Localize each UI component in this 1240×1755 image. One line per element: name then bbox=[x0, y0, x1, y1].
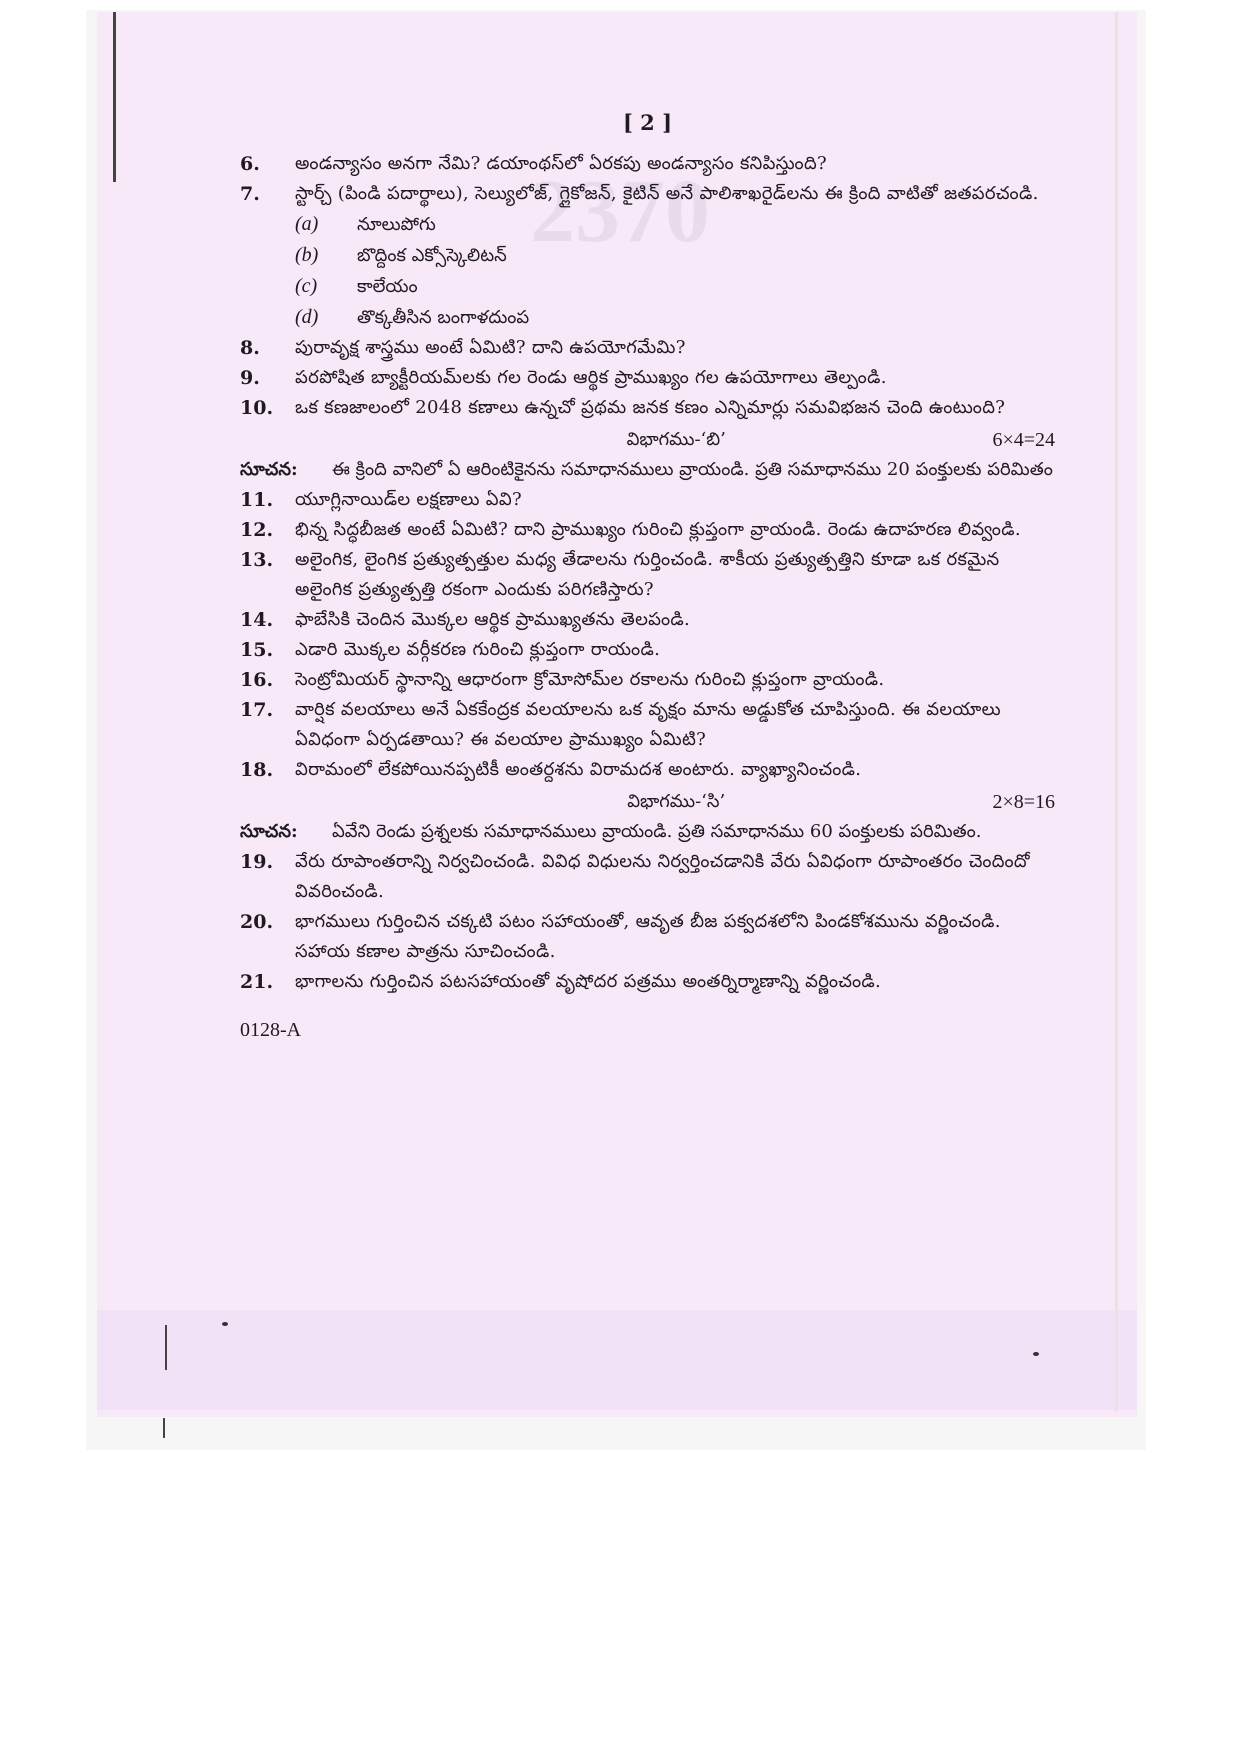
question-18 bbox=[240, 755, 1055, 785]
instruction-label: సూచన: bbox=[240, 821, 298, 842]
option-d bbox=[295, 302, 1055, 333]
question-number: 6. bbox=[240, 153, 260, 175]
scan-artifact-line bbox=[165, 1325, 167, 1370]
question-number: 13. bbox=[240, 549, 274, 571]
question-9 bbox=[240, 363, 1055, 393]
question-11 bbox=[240, 485, 1055, 515]
question-text: వార్షిక వలయాలు అనే ఏకకేంద్రక వలయాలను ఒక వృక్షం మాను అడ్డుకోత చూపిస్తుంది. ఈ వలయాలు ఏవిధంగా ఏర్పడతాయి? ఈ వలయాల ప్రాముఖ్యం ఏమిటి? bbox=[295, 699, 1001, 750]
instruction-text: ఈ క్రింది వానిలో ఏ ఆరింటికైనను సమాధానములు వ్రాయండి. ప్రతి సమాధానము 20 పంక్తులకు పరిమితం bbox=[332, 459, 1053, 480]
question-text: భాగములు గుర్తించిన చక్కటి పటం సహాయంతో, ఆవృత బీజ పక్వదశలోని పిండకోశమును వర్ణించండి. సహాయ కణాల పాత్రను సూచించండి. bbox=[295, 911, 1001, 962]
question-text: ఫాబేసికి చెందిన మొక్కల ఆర్థిక ప్రాముఖ్యతను తెలపండి. bbox=[295, 609, 691, 630]
option-label: (b) bbox=[295, 244, 319, 266]
scan-artifact-line bbox=[163, 1418, 165, 1438]
question-text: విరామంలో లేకపోయినప్పటికీ అంతర్దశను విరామదశ అంటారు. వ్యాఖ్యానించండి. bbox=[295, 759, 862, 780]
question-number: 20. bbox=[240, 911, 274, 933]
question-text: వేరు రూపాంతరాన్ని నిర్వచించండి. వివిధ విధులను నిర్వర్తించడానికి వేరు ఏవిధంగా రూపాంతరం చెందిందో వివరించండి. bbox=[295, 851, 1030, 902]
question-number: 11. bbox=[240, 489, 274, 511]
scan-speck bbox=[222, 1322, 228, 1326]
question-21 bbox=[240, 967, 1055, 997]
page-number: [ 2 ] bbox=[622, 110, 673, 135]
section-b-header bbox=[240, 425, 1055, 455]
question-number: 7. bbox=[240, 183, 260, 205]
option-b bbox=[295, 240, 1055, 271]
question-8 bbox=[240, 333, 1055, 363]
option-text: కాలేయం bbox=[357, 276, 418, 297]
question-text: అండన్యాసం అనగా నేమి? డయాంథస్‌లో ఏరకపు అండన్యాసం కనిపిస్తుంది? bbox=[295, 153, 827, 174]
question-text: స్టార్చ్ (పిండి పదార్థాలు), సెల్యులోజ్, గ్లైకోజన్, కైటిన్ అనే పాలిశాఖరైడ్‌లను ఈ క్రింది వాటితో జతపరచండి. bbox=[295, 183, 1039, 204]
option-label: (c) bbox=[295, 275, 318, 297]
option-text: బొద్దింక ఎక్సోస్కెలిటన్ bbox=[357, 245, 507, 266]
question-number: 15. bbox=[240, 639, 274, 661]
bleed-through-watermark: 2370 bbox=[530, 162, 710, 261]
question-text: భాగాలను గుర్తించిన పటసహాయంతో వృషోదర పత్రము అంతర్నిర్మాణాన్ని వర్ణించండి. bbox=[295, 971, 882, 992]
question-text: అలైంగిక, లైంగిక ప్రత్యుత్పత్తుల మధ్య తేడాలను గుర్తించండి. శాకీయ ప్రత్యుత్పత్తిని కూడా ఒక రకమైన అలైంగిక ప్రత్యుత్పత్తి రకంగా ఎందుకు పరిగణిస్తారు? bbox=[295, 549, 1000, 600]
question-number: 8. bbox=[240, 337, 260, 359]
question-number: 18. bbox=[240, 759, 274, 781]
question-number: 9. bbox=[240, 367, 260, 389]
question-text: ఒక కణజాలంలో 2048 కణాలు ఉన్నచో ప్రథమ జనక కణం ఎన్నిమార్లు సమవిభజన చెంది ఉంటుంది? bbox=[295, 397, 1006, 418]
question-text: పరపోషిత బ్యాక్టీరియమ్‌లకు గల రెండు ఆర్థిక ప్రాముఖ్యం గల ఉపయోగాలు తెల్పండి. bbox=[295, 367, 887, 388]
section-c-instruction bbox=[240, 817, 1055, 847]
question-13 bbox=[240, 545, 1055, 605]
question-number: 17. bbox=[240, 699, 274, 721]
question-10 bbox=[240, 393, 1055, 423]
option-label: (a) bbox=[295, 213, 319, 235]
question-14 bbox=[240, 605, 1055, 635]
question-paper-content bbox=[240, 110, 1055, 1042]
section-marks: 2×8=16 bbox=[992, 791, 1055, 813]
section-title: విభాగము-‘సి’ bbox=[627, 791, 726, 812]
option-text: నూలుపోగు bbox=[357, 214, 436, 235]
question-16 bbox=[240, 665, 1055, 695]
question-17 bbox=[240, 695, 1055, 755]
question-20 bbox=[240, 907, 1055, 967]
instruction-label: సూచన: bbox=[240, 459, 298, 480]
question-text: భిన్న సిద్ధబీజత అంటే ఏమిటి? దాని ప్రాముఖ్యం గురించి క్లుప్తంగా వ్రాయండి. రెండు ఉదాహరణ లివ్వండి. bbox=[295, 519, 1021, 540]
question-15 bbox=[240, 635, 1055, 665]
question-number: 10. bbox=[240, 397, 274, 419]
paper-code: 0128-A bbox=[240, 1019, 302, 1041]
question-number: 16. bbox=[240, 669, 274, 691]
question-number: 14. bbox=[240, 609, 274, 631]
scan-artifact-line bbox=[1115, 12, 1118, 1412]
question-text: సెంట్రోమియర్ స్థానాన్ని ఆధారంగా క్రోమోసోమ్‌ల రకాలను గురించి క్లుప్తంగా వ్రాయండి. bbox=[295, 669, 885, 690]
question-number: 21. bbox=[240, 971, 274, 993]
scan-shading bbox=[97, 1310, 1137, 1410]
question-number: 12. bbox=[240, 519, 274, 541]
question-12 bbox=[240, 515, 1055, 545]
option-c bbox=[295, 271, 1055, 302]
question-7 bbox=[240, 179, 1055, 209]
section-c-header bbox=[240, 787, 1055, 817]
option-text: తొక్కతీసిన బంగాళదుంప bbox=[357, 307, 530, 328]
question-text: పురావృక్ష శాస్త్రము అంటే ఏమిటి? దాని ఉపయోగమేమి? bbox=[295, 337, 686, 358]
option-a bbox=[295, 209, 1055, 240]
section-title: విభాగము-‘బి’ bbox=[626, 429, 726, 450]
question-19 bbox=[240, 847, 1055, 907]
question-number: 19. bbox=[240, 851, 274, 873]
section-marks: 6×4=24 bbox=[992, 429, 1055, 451]
question-text: యూగ్లినాయిడ్‌ల లక్షణాలు ఏవి? bbox=[295, 489, 522, 510]
scan-speck bbox=[1033, 1352, 1039, 1356]
question-text: ఎడారి మొక్కల వర్గీకరణ గురించి క్లుప్తంగా రాయండి. bbox=[295, 639, 661, 660]
scan-artifact-line bbox=[113, 12, 116, 182]
section-b-instruction bbox=[240, 455, 1055, 485]
instruction-text: ఏవేని రెండు ప్రశ్నలకు సమాధానములు వ్రాయండి. ప్రతి సమాధానము 60 పంక్తులకు పరిమితం. bbox=[332, 821, 982, 842]
question-6 bbox=[240, 149, 1055, 179]
option-label: (d) bbox=[295, 306, 319, 328]
